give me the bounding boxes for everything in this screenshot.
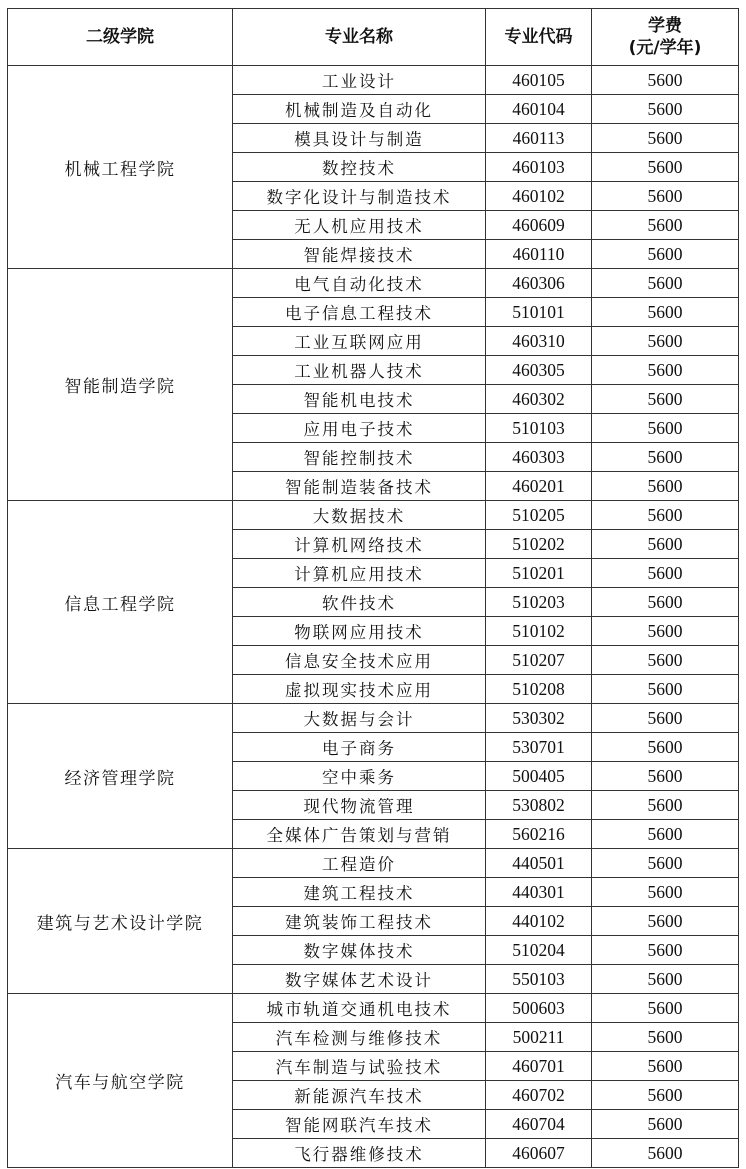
fee-cell: 5600: [592, 153, 739, 182]
fee-cell: 5600: [592, 1081, 739, 1110]
table-row: [8, 849, 739, 878]
header-code: 专业代码: [486, 9, 592, 66]
code-cell: 440102: [486, 907, 592, 936]
fee-cell: 5600: [592, 733, 739, 762]
major-cell: 计算机网络技术: [233, 530, 486, 559]
fee-cell: 5600: [592, 617, 739, 646]
college-cell: 信息工程学院: [8, 501, 233, 704]
major-cell: 无人机应用技术: [233, 211, 486, 240]
fee-cell: 5600: [592, 327, 739, 356]
code-cell: 500405: [486, 762, 592, 791]
major-cell: 现代物流管理: [233, 791, 486, 820]
fee-cell: 5600: [592, 849, 739, 878]
major-cell: 全媒体广告策划与营销: [233, 820, 486, 849]
table-body: [8, 66, 739, 1168]
code-cell: 510204: [486, 936, 592, 965]
major-cell: 虚拟现实技术应用: [233, 675, 486, 704]
fee-cell: 5600: [592, 530, 739, 559]
major-cell: 建筑装饰工程技术: [233, 907, 486, 936]
fee-cell: 5600: [592, 414, 739, 443]
code-cell: 460607: [486, 1139, 592, 1168]
code-cell: 460201: [486, 472, 592, 501]
fee-cell: 5600: [592, 385, 739, 414]
major-cell: 工业设计: [233, 66, 486, 95]
fee-cell: 5600: [592, 762, 739, 791]
major-cell: 工业互联网应用: [233, 327, 486, 356]
code-cell: 440501: [486, 849, 592, 878]
major-cell: 汽车检测与维修技术: [233, 1023, 486, 1052]
fee-cell: 5600: [592, 704, 739, 733]
major-cell: 工程造价: [233, 849, 486, 878]
tuition-table: [7, 8, 739, 1168]
fee-cell: 5600: [592, 936, 739, 965]
code-cell: 460103: [486, 153, 592, 182]
fee-cell: 5600: [592, 907, 739, 936]
fee-cell: 5600: [592, 269, 739, 298]
table-row: [8, 994, 739, 1023]
major-cell: 智能控制技术: [233, 443, 486, 472]
major-cell: 汽车制造与试验技术: [233, 1052, 486, 1081]
major-cell: 大数据技术: [233, 501, 486, 530]
code-cell: 460102: [486, 182, 592, 211]
fee-cell: 5600: [592, 1110, 739, 1139]
major-cell: 建筑工程技术: [233, 878, 486, 907]
fee-cell: 5600: [592, 1023, 739, 1052]
fee-cell: 5600: [592, 791, 739, 820]
fee-cell: 5600: [592, 95, 739, 124]
table-row: [8, 66, 739, 95]
header-fee: [592, 9, 739, 66]
fee-cell: 5600: [592, 675, 739, 704]
college-cell: 经济管理学院: [8, 704, 233, 849]
fee-cell: 5600: [592, 994, 739, 1023]
header-fee-unit: (元/学年): [628, 38, 702, 58]
major-cell: 物联网应用技术: [233, 617, 486, 646]
code-cell: 460701: [486, 1052, 592, 1081]
major-cell: 计算机应用技术: [233, 559, 486, 588]
major-cell: 智能网联汽车技术: [233, 1110, 486, 1139]
major-cell: 电气自动化技术: [233, 269, 486, 298]
major-cell: 信息安全技术应用: [233, 646, 486, 675]
major-cell: 应用电子技术: [233, 414, 486, 443]
code-cell: 510202: [486, 530, 592, 559]
college-cell: 建筑与艺术设计学院: [8, 849, 233, 994]
fee-cell: 5600: [592, 878, 739, 907]
major-cell: 智能焊接技术: [233, 240, 486, 269]
fee-cell: 5600: [592, 124, 739, 153]
table-row: [8, 704, 739, 733]
code-cell: 530701: [486, 733, 592, 762]
code-cell: 460104: [486, 95, 592, 124]
header-college: 二级学院: [8, 9, 233, 66]
code-cell: 560216: [486, 820, 592, 849]
header-major: 专业名称: [233, 9, 486, 66]
table-header: [8, 9, 739, 66]
code-cell: 460306: [486, 269, 592, 298]
header-fee-title: 学费: [648, 16, 682, 36]
code-cell: 530302: [486, 704, 592, 733]
fee-cell: 5600: [592, 820, 739, 849]
code-cell: 460110: [486, 240, 592, 269]
college-cell: 汽车与航空学院: [8, 994, 233, 1168]
fee-cell: 5600: [592, 501, 739, 530]
major-cell: 空中乘务: [233, 762, 486, 791]
major-cell: 工业机器人技术: [233, 356, 486, 385]
major-cell: 模具设计与制造: [233, 124, 486, 153]
major-cell: 数字化设计与制造技术: [233, 182, 486, 211]
code-cell: 510101: [486, 298, 592, 327]
fee-cell: 5600: [592, 298, 739, 327]
code-cell: 460303: [486, 443, 592, 472]
code-cell: 460113: [486, 124, 592, 153]
code-cell: 510103: [486, 414, 592, 443]
table-row: [8, 269, 739, 298]
fee-cell: 5600: [592, 559, 739, 588]
code-cell: 530802: [486, 791, 592, 820]
fee-cell: 5600: [592, 66, 739, 95]
code-cell: 460310: [486, 327, 592, 356]
table-row: [8, 501, 739, 530]
fee-cell: 5600: [592, 443, 739, 472]
code-cell: 550103: [486, 965, 592, 994]
code-cell: 510208: [486, 675, 592, 704]
code-cell: 460105: [486, 66, 592, 95]
code-cell: 510102: [486, 617, 592, 646]
code-cell: 460302: [486, 385, 592, 414]
code-cell: 500603: [486, 994, 592, 1023]
code-cell: 510205: [486, 501, 592, 530]
code-cell: 500211: [486, 1023, 592, 1052]
code-cell: 460702: [486, 1081, 592, 1110]
fee-cell: 5600: [592, 472, 739, 501]
major-cell: 数字媒体技术: [233, 936, 486, 965]
major-cell: 电子商务: [233, 733, 486, 762]
code-cell: 510203: [486, 588, 592, 617]
major-cell: 数控技术: [233, 153, 486, 182]
code-cell: 510207: [486, 646, 592, 675]
major-cell: 城市轨道交通机电技术: [233, 994, 486, 1023]
code-cell: 460609: [486, 211, 592, 240]
fee-cell: 5600: [592, 588, 739, 617]
code-cell: 460305: [486, 356, 592, 385]
code-cell: 460704: [486, 1110, 592, 1139]
major-cell: 软件技术: [233, 588, 486, 617]
major-cell: 大数据与会计: [233, 704, 486, 733]
fee-cell: 5600: [592, 965, 739, 994]
major-cell: 智能制造装备技术: [233, 472, 486, 501]
major-cell: 新能源汽车技术: [233, 1081, 486, 1110]
code-cell: 510201: [486, 559, 592, 588]
code-cell: 440301: [486, 878, 592, 907]
fee-cell: 5600: [592, 356, 739, 385]
college-cell: 智能制造学院: [8, 269, 233, 501]
fee-cell: 5600: [592, 1139, 739, 1168]
major-cell: 机械制造及自动化: [233, 95, 486, 124]
college-cell: 机械工程学院: [8, 66, 233, 269]
fee-cell: 5600: [592, 182, 739, 211]
fee-cell: 5600: [592, 211, 739, 240]
header-row: [8, 9, 739, 66]
fee-cell: 5600: [592, 1052, 739, 1081]
fee-cell: 5600: [592, 240, 739, 269]
fee-cell: 5600: [592, 646, 739, 675]
tuition-table-container: [7, 8, 739, 1168]
major-cell: 电子信息工程技术: [233, 298, 486, 327]
major-cell: 数字媒体艺术设计: [233, 965, 486, 994]
major-cell: 智能机电技术: [233, 385, 486, 414]
major-cell: 飞行器维修技术: [233, 1139, 486, 1168]
